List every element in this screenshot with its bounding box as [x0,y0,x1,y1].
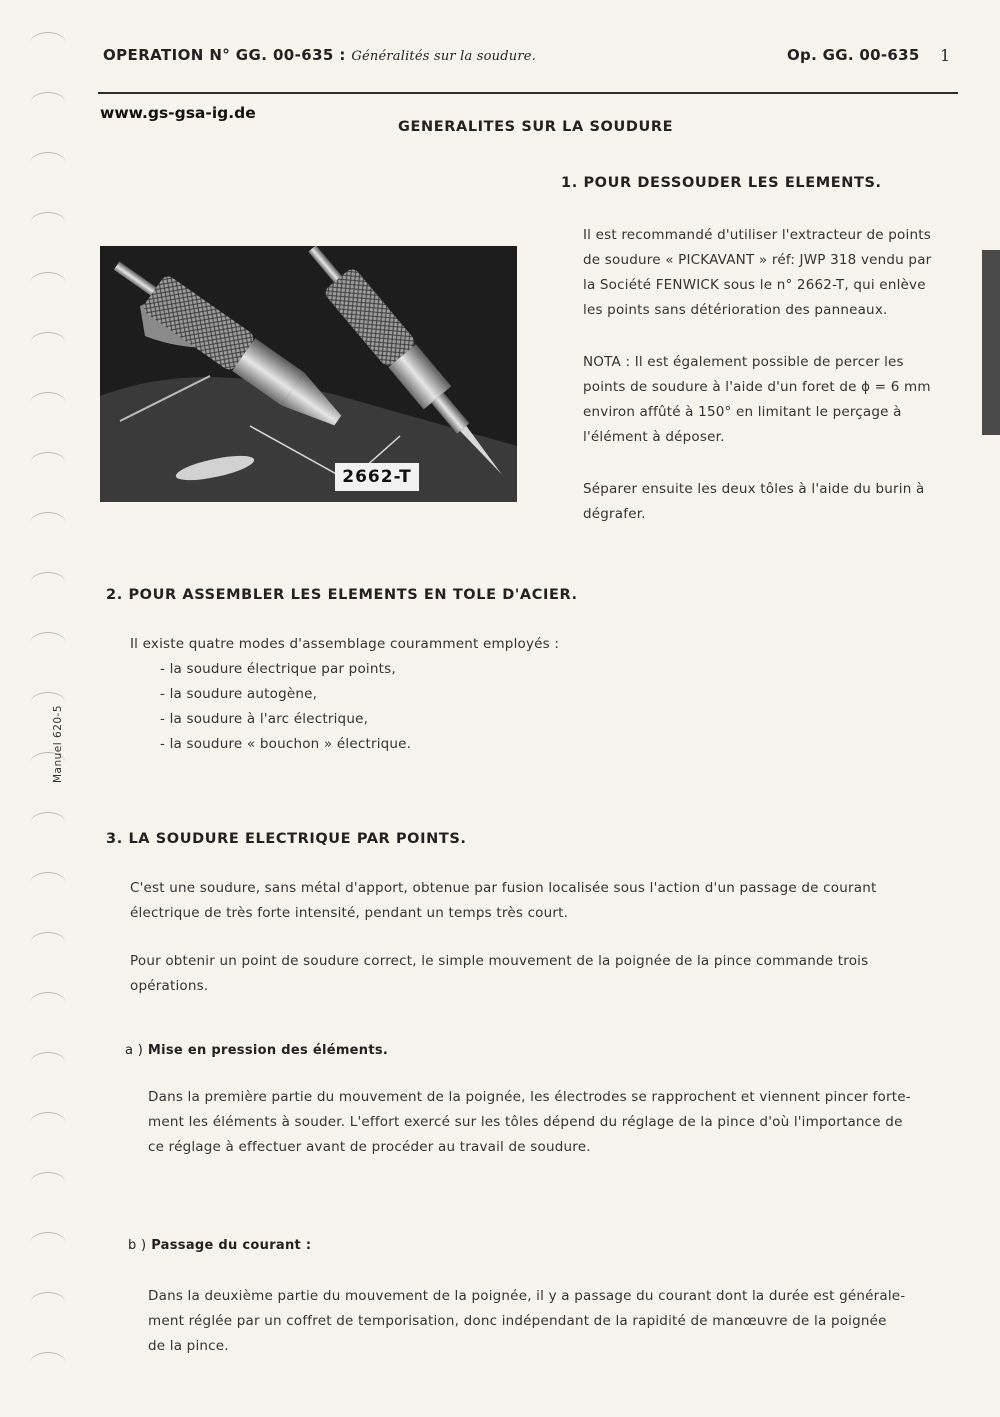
section1-heading: 1. POUR DESSOUDER LES ELEMENTS. [561,175,882,191]
binder-hole [30,92,66,115]
binder-hole [30,932,66,955]
text-line: points de soudure à l'aide d'un foret de ϕ = 6 mm [583,379,931,395]
section3-heading: 3. LA SOUDURE ELECTRIQUE PAR POINTS. [106,831,467,847]
text-line: de soudure « PICKAVANT » réf: JWP 318 vendu par [583,252,932,268]
binder-hole [30,632,66,655]
section2-intro: Il existe quatre modes d'assemblage couramment employés : [130,636,560,652]
side-index-tab [982,250,1000,435]
binder-hole [30,332,66,355]
section3-paragraph2 [130,949,868,999]
text-line: dégrafer. [583,506,646,522]
manual-side-label: Manuel 620-5 [52,704,64,783]
tool-photo [100,246,517,502]
binder-hole [30,212,66,235]
section3-paragraph1 [130,876,876,926]
header-rule [98,92,958,94]
section1-nota [583,350,931,450]
text-line: Pour obtenir un point de soudure correct, le simple mouvement de la poignée de la pince commande trois [130,953,869,969]
text-line: électrique de très forte intensité, pendant un temps très court. [130,905,569,921]
list-item: - la soudure « bouchon » électrique. [160,736,412,752]
subsection-title: Mise en pression des éléments. [147,1043,389,1058]
list-item: - la soudure électrique par points, [160,661,396,677]
text-line: de la pince. [148,1338,229,1354]
text-line: opérations. [130,978,209,994]
section1-separate-note [583,477,924,527]
section1-paragraph [583,223,931,323]
binder-hole [30,812,66,835]
page-title: GENERALITES SUR LA SOUDURE [398,119,674,135]
binder-hole [30,512,66,535]
text-line: les points sans détérioration des panneaux. [583,302,888,318]
operation-header [103,46,536,64]
assembly-modes-list [160,657,411,757]
binder-hole [30,152,66,175]
subsection-title: Passage du courant : [151,1238,312,1253]
subsection-a-heading [125,1043,388,1058]
text-line: C'est une soudure, sans métal d'apport, obtenue par fusion localisée sous l'action d'un passage de courant [130,880,877,896]
binder-hole [30,452,66,475]
page-number: 1 [940,46,951,65]
text-line: l'élément à déposer. [583,429,725,445]
text-line: Il est recommandé d'utiliser l'extracteur de points [583,227,931,243]
operation-reference: Op. GG. 00-635 [787,46,920,64]
binder-hole [30,1292,66,1315]
subsection-b-text [148,1284,905,1359]
binder-hole [30,1232,66,1255]
binder-hole [30,872,66,895]
text-line: ment réglée par un coffret de temporisation, donc indépendant de la rapidité de manœuvre de la poignée [148,1313,887,1329]
text-line: ce réglage à effectuer avant de procéder au travail de soudure. [148,1139,591,1155]
website-watermark: www.gs-gsa-ig.de [100,104,256,122]
text-line: NOTA : Il est également possible de percer les [583,354,904,370]
subsection-a-text [148,1085,911,1160]
binder-hole [30,1352,66,1375]
binder-hole [30,992,66,1015]
binder-hole [30,1052,66,1075]
text-line: environ affûté à 150° en limitant le perçage à [583,404,902,420]
binder-hole [30,572,66,595]
binder-hole [30,1112,66,1135]
text-line: Dans la première partie du mouvement de la poignée, les électrodes se rapprochent et viennent pincer forte- [148,1089,911,1105]
binder-hole [30,32,66,55]
binder-hole [30,392,66,415]
subsection-b-heading [128,1238,311,1253]
part-number-label: 2662-T [335,463,419,491]
operation-subtitle: Généralités sur la soudure. [351,49,536,64]
text-line: la Société FENWICK sous le n° 2662-T, qui enlève [583,277,926,293]
subsection-letter: b ) [128,1238,147,1253]
text-line: Séparer ensuite les deux tôles à l'aide du burin à [583,481,925,497]
text-line: Dans la deuxième partie du mouvement de la poignée, il y a passage du courant dont la durée est générale- [148,1288,906,1304]
list-item: - la soudure autogène, [160,686,318,702]
spot-weld-extractor-illustration [100,246,517,502]
binder-hole [30,1172,66,1195]
list-item: - la soudure à l'arc électrique, [160,711,369,727]
subsection-letter: a ) [125,1043,144,1058]
binder-hole [30,272,66,295]
operation-number: OPERATION N° GG. 00-635 : [103,46,346,64]
section2-heading: 2. POUR ASSEMBLER LES ELEMENTS EN TOLE D'ACIER. [106,587,578,603]
text-line: ment les éléments à souder. L'effort exercé sur les tôles dépend du réglage de la pince d'où l'importance de [148,1114,903,1130]
